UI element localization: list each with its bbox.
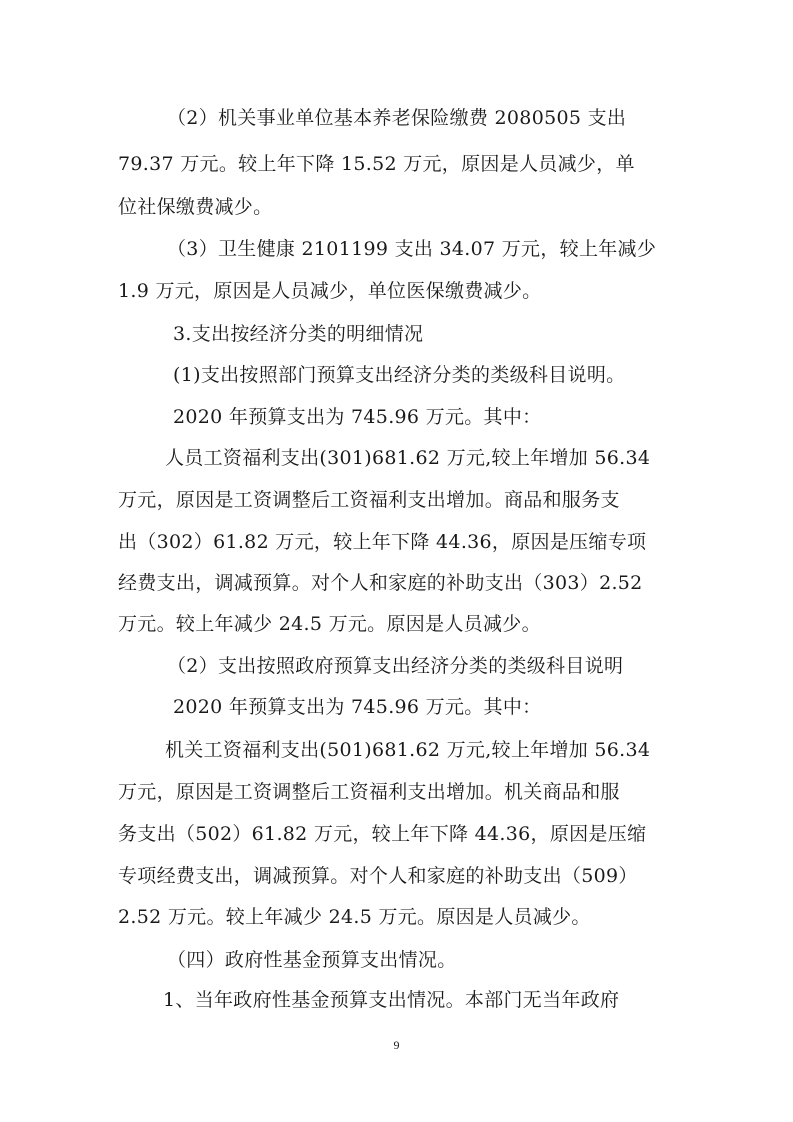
paragraph-line: 人员工资福利支出(301)681.62 万元,较上年增加 56.34	[165, 447, 651, 469]
paragraph-line: 经费支出，调减预算。对个人和家庭的补助支出（303）2.52	[118, 572, 643, 594]
paragraph-line: 万元。较上年减少 24.5 万元。原因是人员减少。	[118, 613, 541, 635]
section-heading: （四）政府性基金预算支出情况。	[167, 949, 457, 971]
paragraph-line: 2.52 万元。较上年减少 24.5 万元。原因是人员减少。	[118, 906, 591, 928]
paragraph-line: 2020 年预算支出为 745.96 万元。其中：	[173, 406, 542, 428]
paragraph-line: 出（302）61.82 万元，较上年下降 44.36，原因是压缩专项	[118, 531, 647, 553]
paragraph-line: 2020 年预算支出为 745.96 万元。其中：	[173, 696, 542, 718]
paragraph-line: 机关工资福利支出(501)681.62 万元,较上年增加 56.34	[165, 739, 651, 761]
page-number: 9	[393, 1038, 400, 1052]
section-heading: 3.支出按经济分类的明细情况	[173, 323, 424, 345]
paragraph-line: （2）支出按照政府预算支出经济分类的类级科目说明	[167, 655, 624, 677]
paragraph-line: （2）机关事业单位基本养老保险缴费 2080505 支出	[167, 107, 627, 129]
paragraph-line: 79.37 万元。较上年下降 15.52 万元，原因是人员减少，单	[118, 153, 635, 175]
paragraph-line: （3）卫生健康 2101199 支出 34.07 万元，较上年减少	[167, 238, 657, 260]
paragraph-line: 1.9 万元，原因是人员减少，单位医保缴费减少。	[118, 280, 542, 302]
paragraph-line: 位社保缴费减少。	[118, 196, 273, 218]
paragraph-line: (1)支出按照部门预算支出经济分类的类级科目说明。	[173, 364, 626, 386]
paragraph-line: 1、当年政府性基金预算支出情况。本部门无当年政府	[163, 989, 620, 1011]
paragraph-line: 万元，原因是工资调整后工资福利支出增加。机关商品和服	[118, 781, 620, 803]
paragraph-line: 万元，原因是工资调整后工资福利支出增加。商品和服务支	[118, 489, 620, 511]
paragraph-line: 务支出（502）61.82 万元，较上年下降 44.36，原因是压缩	[118, 823, 647, 845]
paragraph-line: 专项经费支出，调减预算。对个人和家庭的补助支出（509）	[118, 865, 638, 887]
